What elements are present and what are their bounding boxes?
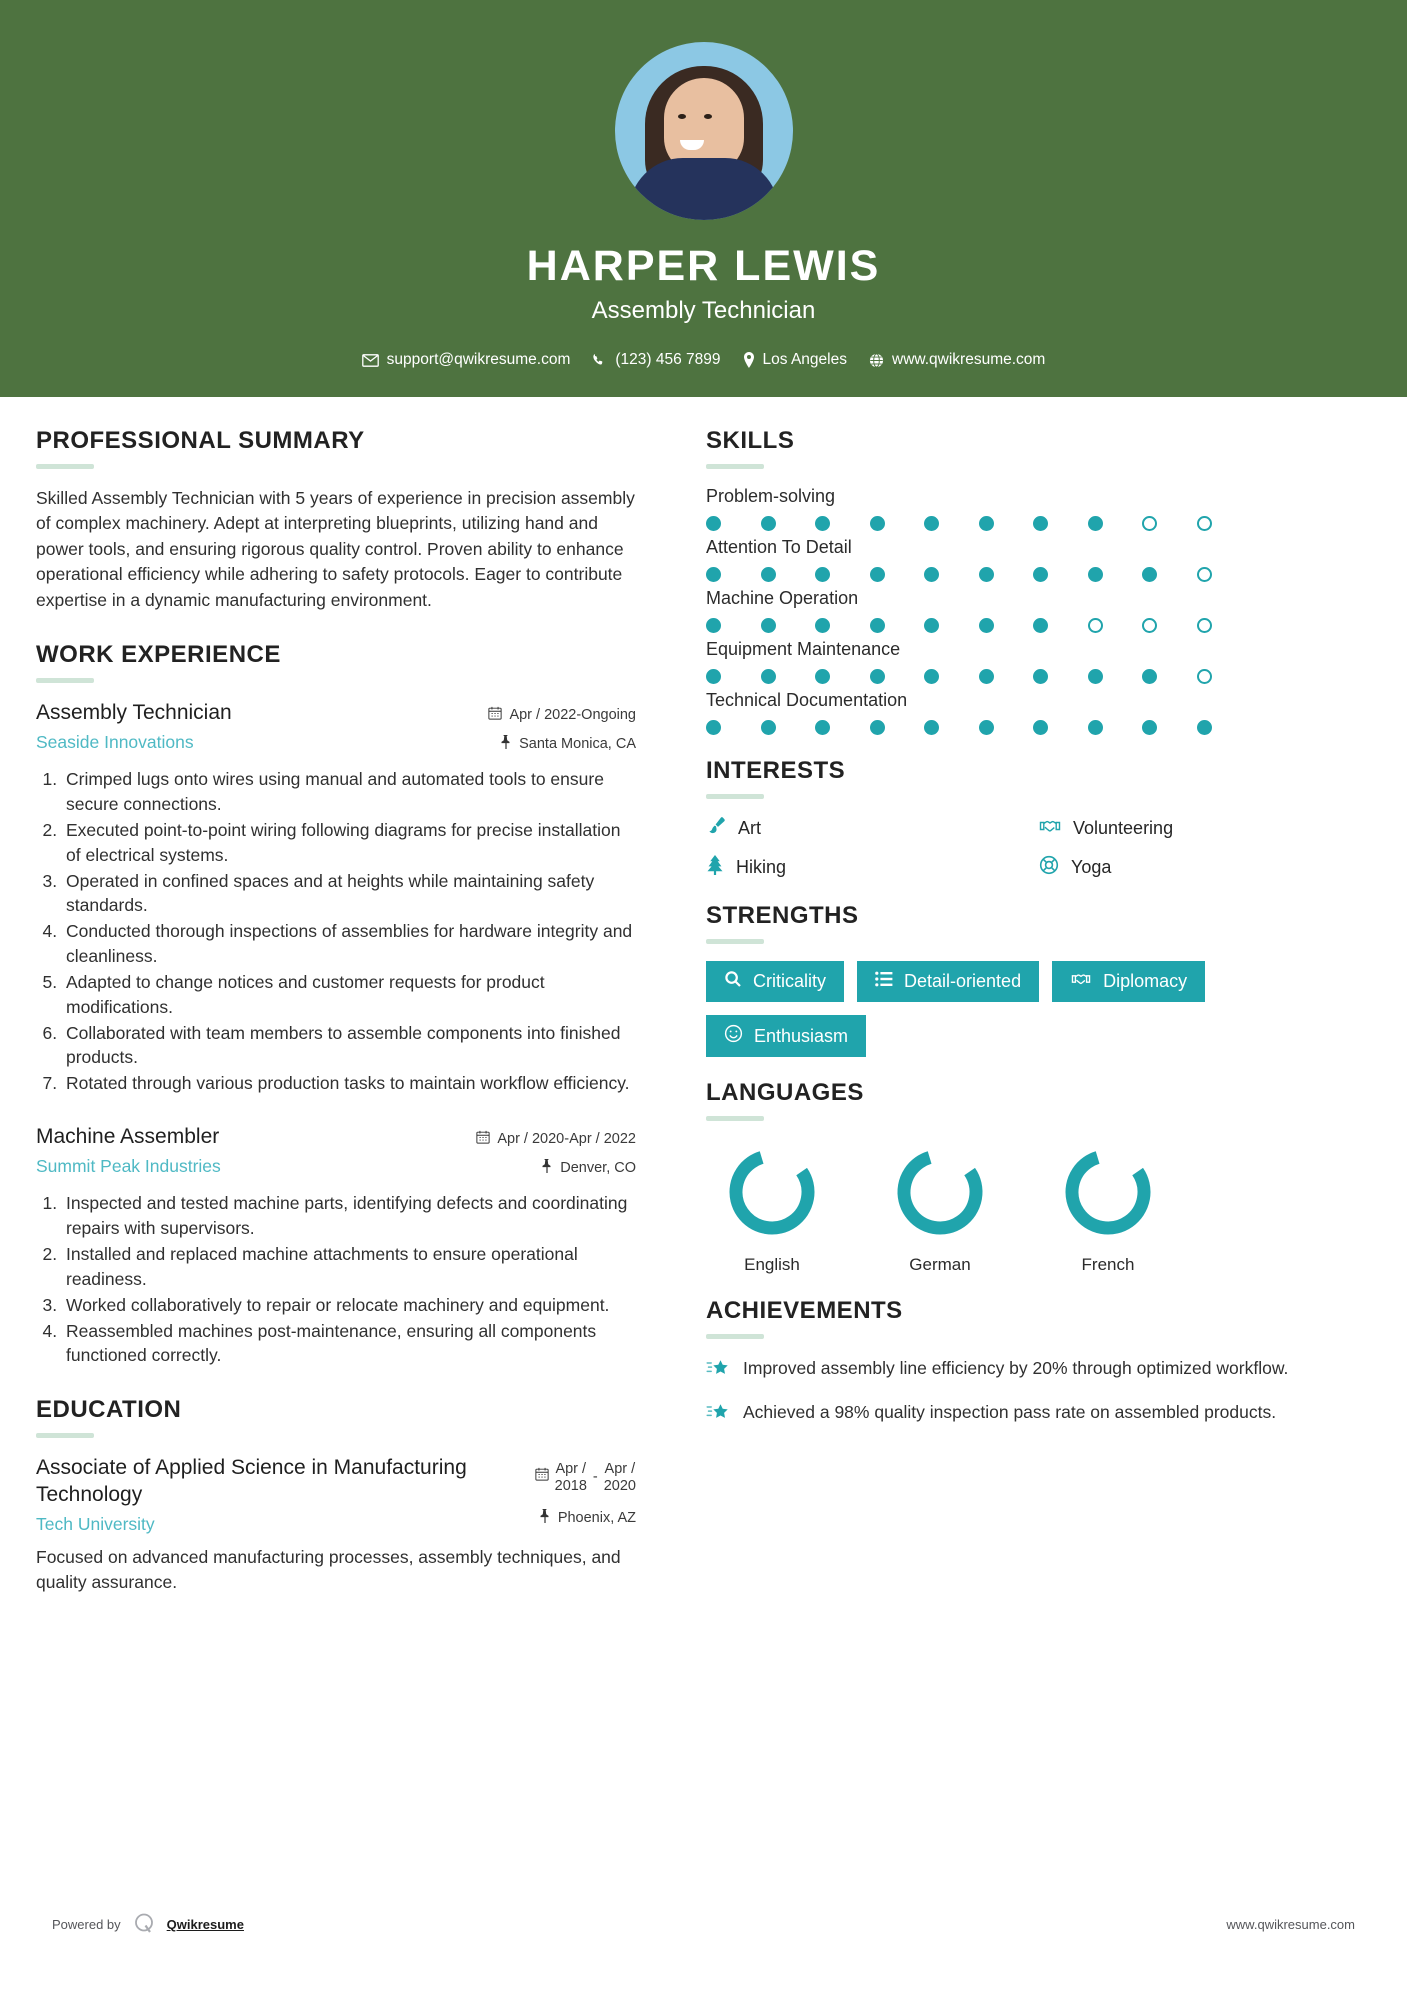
language-item	[1042, 1144, 1174, 1275]
list-item: 1. Inspected and tested machine parts, identifying defects and coordinating repairs with supervisors.	[62, 1191, 636, 1241]
interest-item	[1039, 855, 1372, 880]
skill-dot-filled	[706, 669, 761, 684]
candidate-name: HARPER LEWIS	[526, 242, 881, 290]
interest-item	[706, 816, 1039, 841]
contact-email-text: support@qwikresume.com	[386, 351, 571, 369]
avatar-eye-left	[678, 114, 686, 119]
education-end-year: 2020	[603, 1478, 636, 1495]
skill-dot-filled	[761, 516, 816, 531]
strength-chip-diplomacy[interactable]	[1052, 961, 1205, 1002]
section-skills	[706, 427, 1372, 735]
skill-item	[706, 486, 1372, 531]
experience-meta	[488, 700, 636, 753]
section-title-education: EDUCATION	[36, 1396, 182, 1424]
section-title-interests: INTERESTS	[706, 757, 846, 784]
experience-header	[36, 700, 636, 753]
section-rule	[706, 1334, 764, 1339]
right-column	[672, 427, 1372, 1596]
achievement-text: Improved assembly line efficiency by 20% through optimized workflow.	[743, 1358, 1289, 1378]
left-column	[36, 427, 636, 1596]
section-title-achievements: ACHIEVEMENTS	[706, 1297, 903, 1324]
strength-label: Diplomacy	[1103, 971, 1188, 991]
section-title-work: WORK EXPERIENCE	[36, 640, 281, 668]
section-rule	[706, 794, 764, 799]
language-item	[706, 1144, 838, 1275]
skill-dot-filled	[761, 720, 816, 735]
globe-icon	[869, 353, 884, 368]
education-start-month: Apr /	[555, 1461, 587, 1478]
section-achievements	[706, 1297, 1372, 1430]
candidate-role: Assembly Technician	[591, 297, 816, 325]
qwikresume-logo-icon	[132, 1911, 156, 1938]
section-rule	[706, 1116, 764, 1121]
strength-chip-detail-oriented[interactable]	[857, 961, 1039, 1002]
skill-item	[706, 588, 1372, 633]
tree-icon	[706, 855, 724, 880]
skill-label: Equipment Maintenance	[706, 639, 901, 659]
list-item: 4. Conducted thorough inspections of assemblies for hardware integrity and cleanliness.	[62, 919, 636, 969]
job-company[interactable]: Seaside Innovations	[36, 732, 194, 753]
section-title-languages: LANGUAGES	[706, 1079, 864, 1106]
achievement-item	[706, 1356, 1372, 1386]
list-item: 6. Collaborated with team members to assemble components into finished products.	[62, 1021, 636, 1071]
pin-icon	[500, 735, 512, 753]
map-pin-icon	[743, 352, 755, 368]
interest-item	[706, 855, 1039, 880]
section-work-experience	[36, 641, 636, 1368]
education-item	[36, 1455, 636, 1595]
skill-dot-filled	[761, 618, 816, 633]
section-languages	[706, 1079, 1372, 1275]
skill-dot-filled	[979, 720, 1034, 735]
achievement-item	[706, 1400, 1372, 1430]
section-rule	[36, 678, 94, 683]
skill-rating	[706, 516, 1372, 531]
interests-grid	[706, 816, 1372, 880]
education-start-date	[555, 1461, 587, 1495]
handshake-icon	[1070, 970, 1092, 993]
interest-label: Volunteering	[1073, 818, 1174, 838]
interest-item	[1039, 816, 1372, 841]
contact-row	[356, 351, 1052, 369]
education-location-line	[535, 1509, 636, 1527]
contact-phone-text: (123) 456 7899	[615, 351, 721, 369]
contact-website[interactable]	[863, 351, 1051, 369]
strength-label: Detail-oriented	[904, 971, 1022, 991]
pin-icon	[541, 1159, 553, 1177]
language-item	[874, 1144, 1006, 1275]
skill-dot-filled	[1088, 567, 1143, 582]
job-location-line	[476, 1159, 636, 1177]
contact-location[interactable]	[737, 351, 853, 369]
date-separator: -	[592, 1469, 598, 1486]
job-date-line	[476, 1130, 636, 1148]
skill-dot-filled	[1197, 720, 1252, 735]
summary-text: Skilled Assembly Technician with 5 years of experience in precision assembly of complex machinery. Adept at interpreting blueprints, utilizing hand and power tools, and ensuring rigorous quality control. Proven ability to enhance operational efficiency while adhering to safety protocols. Eager to contribute expertise in a dynamic manufacturing environment.	[36, 488, 635, 610]
skill-dot-filled	[924, 618, 979, 633]
education-description: Focused on advanced manufacturing processes, assembly techniques, and quality assurance.	[36, 1546, 621, 1593]
skill-label: Technical Documentation	[706, 690, 908, 710]
job-bullet-list	[62, 1191, 636, 1368]
skill-dot-filled	[706, 567, 761, 582]
resume-header	[0, 0, 1407, 397]
skill-dot-empty	[1197, 567, 1252, 582]
skill-dot-empty	[1088, 618, 1143, 633]
education-end-date	[604, 1461, 636, 1495]
job-date-line	[488, 706, 636, 724]
handshake-icon	[1039, 816, 1061, 841]
skill-dot-filled	[870, 567, 925, 582]
skill-dot-filled	[815, 618, 870, 633]
languages-list	[706, 1138, 1372, 1275]
education-left	[36, 1455, 535, 1535]
list-item: 7. Rotated through various production tasks to maintain workflow efficiency.	[62, 1071, 636, 1096]
section-interests	[706, 757, 1372, 880]
skill-dot-filled	[924, 669, 979, 684]
skill-dot-filled	[870, 669, 925, 684]
language-progress-ring	[1042, 1144, 1174, 1245]
skill-rating	[706, 669, 1372, 684]
education-meta	[535, 1455, 636, 1527]
skill-dot-filled	[979, 618, 1034, 633]
section-title-summary: PROFESSIONAL SUMMARY	[36, 427, 365, 454]
section-education	[36, 1396, 636, 1595]
contact-website-text: www.qwikresume.com	[892, 351, 1046, 369]
experience-meta	[476, 1124, 636, 1177]
resume-body	[0, 397, 1407, 1596]
education-end-month: Apr /	[604, 1461, 636, 1478]
list-item: 3. Worked collaboratively to repair or relocate machinery and equipment.	[62, 1293, 636, 1318]
skill-dot-empty	[1197, 516, 1252, 531]
phone-icon	[592, 353, 607, 368]
skill-dot-filled	[924, 720, 979, 735]
section-rule	[36, 464, 94, 469]
list-item: 1. Crimped lugs onto wires using manual and automated tools to ensure secure connections.	[62, 767, 636, 817]
strength-chip-criticality[interactable]	[706, 961, 844, 1002]
interest-label: Hiking	[736, 857, 787, 877]
language-label: French	[1081, 1255, 1135, 1274]
avatar-eye-right	[704, 114, 712, 119]
powered-by-label: Powered by	[52, 1917, 121, 1932]
skill-dot-filled	[706, 618, 761, 633]
skill-dot-filled	[1033, 567, 1088, 582]
list-item: 2. Executed point-to-point wiring following diagrams for precise installation of electrical systems.	[62, 818, 636, 868]
skill-dot-filled	[815, 567, 870, 582]
skill-dot-filled	[924, 516, 979, 531]
strength-label: Enthusiasm	[754, 1025, 849, 1046]
contact-phone[interactable]	[586, 351, 726, 369]
skill-dot-filled	[979, 567, 1034, 582]
skill-dot-empty	[1197, 618, 1252, 633]
list-item: 4. Reassembled machines post-maintenance, ensuring all components functioned correctly.	[62, 1319, 636, 1369]
paintbrush-icon	[706, 816, 726, 841]
shooting-star-icon	[706, 1356, 730, 1386]
job-dates: Apr / 2022-Ongoing	[509, 706, 636, 723]
section-rule	[706, 939, 764, 944]
list-item: 5. Adapted to change notices and customer requests for product modifications.	[62, 970, 636, 1020]
section-rule	[36, 1433, 94, 1438]
footer-website[interactable]: www.qwikresume.com	[1226, 1917, 1355, 1932]
skill-dot-empty	[1142, 516, 1197, 531]
section-professional-summary	[36, 427, 636, 613]
powered-by-block	[52, 1911, 244, 1938]
calendar-icon	[488, 706, 502, 724]
strength-label: Criticality	[753, 971, 827, 991]
list-item: 2. Installed and replaced machine attachments to ensure operational readiness.	[62, 1242, 636, 1292]
skill-rating	[706, 567, 1372, 582]
skill-dot-filled	[761, 567, 816, 582]
experience-header	[36, 1124, 636, 1177]
calendar-icon	[476, 1130, 490, 1148]
skill-item	[706, 690, 1372, 735]
education-start-year: 2018	[554, 1478, 587, 1495]
experience-left	[36, 700, 488, 753]
language-label: German	[909, 1255, 971, 1274]
job-location-line	[488, 735, 636, 753]
job-bullet-list	[62, 767, 636, 1096]
skill-dot-filled	[1033, 669, 1088, 684]
magnifier-icon	[724, 970, 742, 993]
job-location: Denver, CO	[560, 1160, 636, 1177]
skill-dot-filled	[815, 669, 870, 684]
skill-dot-filled	[979, 516, 1034, 531]
skill-dot-filled	[1142, 567, 1197, 582]
language-progress-ring	[874, 1144, 1006, 1245]
skill-dot-filled	[870, 618, 925, 633]
job-company[interactable]: Summit Peak Industries	[36, 1156, 221, 1177]
section-strengths	[706, 902, 1372, 1057]
skill-rating	[706, 720, 1372, 735]
footer	[0, 1911, 1407, 1938]
skill-dot-filled	[1088, 669, 1143, 684]
job-title: Machine Assembler	[36, 1125, 220, 1149]
skill-dot-empty	[1142, 618, 1197, 633]
skill-dot-filled	[1033, 720, 1088, 735]
experience-left	[36, 1124, 476, 1177]
list-item: 3. Operated in confined spaces and at heights while maintaining safety standards.	[62, 869, 636, 919]
section-title-strengths: STRENGTHS	[706, 902, 859, 929]
skill-dot-filled	[1142, 669, 1197, 684]
skill-item	[706, 537, 1372, 582]
skill-dot-filled	[706, 516, 761, 531]
degree-title: Associate of Applied Science in Manufacturing Technology	[36, 1456, 467, 1506]
skill-dot-filled	[1088, 720, 1143, 735]
language-progress-ring	[706, 1144, 838, 1245]
contact-location-text: Los Angeles	[762, 351, 847, 369]
smiley-icon	[724, 1024, 743, 1048]
envelope-icon	[362, 354, 379, 367]
skill-dot-filled	[870, 516, 925, 531]
avatar-body	[629, 158, 779, 220]
skill-dot-filled	[1088, 516, 1143, 531]
skill-dot-filled	[815, 720, 870, 735]
interest-label: Yoga	[1071, 857, 1112, 877]
skill-dot-filled	[706, 720, 761, 735]
experience-item	[36, 700, 636, 1096]
education-header	[36, 1455, 636, 1535]
achievement-text: Achieved a 98% quality inspection pass rate on assembled products.	[743, 1401, 1277, 1422]
skill-dot-filled	[1033, 516, 1088, 531]
pin-icon	[539, 1509, 551, 1527]
skill-label: Problem-solving	[706, 486, 836, 506]
education-location: Phoenix, AZ	[557, 1510, 636, 1527]
experience-item	[36, 1124, 636, 1368]
job-dates: Apr / 2020-Apr / 2022	[497, 1131, 636, 1148]
qwikresume-brand-link[interactable]: Qwikresume	[166, 1917, 244, 1932]
skill-dot-filled	[979, 669, 1034, 684]
interest-label: Art	[738, 818, 762, 838]
job-location: Santa Monica, CA	[519, 735, 636, 752]
strengths-list	[706, 961, 1372, 1057]
job-title: Assembly Technician	[36, 700, 232, 724]
lifebuoy-icon	[1039, 855, 1059, 880]
skill-dot-filled	[1033, 618, 1088, 633]
skill-rating	[706, 618, 1372, 633]
skill-dot-empty	[1197, 669, 1252, 684]
calendar-icon	[535, 1461, 549, 1486]
section-title-skills: SKILLS	[706, 427, 795, 454]
skill-dot-filled	[1142, 720, 1197, 735]
skill-label: Attention To Detail	[706, 537, 852, 557]
contact-email[interactable]	[356, 351, 577, 369]
skill-dot-filled	[924, 567, 979, 582]
education-date-line	[535, 1461, 636, 1495]
list-icon	[875, 971, 893, 992]
skill-dot-filled	[815, 516, 870, 531]
shooting-star-icon	[706, 1400, 730, 1430]
section-rule	[706, 464, 764, 469]
skill-dot-filled	[870, 720, 925, 735]
skill-dot-filled	[761, 669, 816, 684]
strength-chip-enthusiasm[interactable]	[706, 1015, 866, 1057]
language-label: English	[744, 1255, 800, 1274]
skill-label: Machine Operation	[706, 588, 859, 608]
skill-item	[706, 639, 1372, 684]
avatar	[615, 42, 793, 220]
school-name[interactable]: Tech University	[36, 1513, 155, 1534]
